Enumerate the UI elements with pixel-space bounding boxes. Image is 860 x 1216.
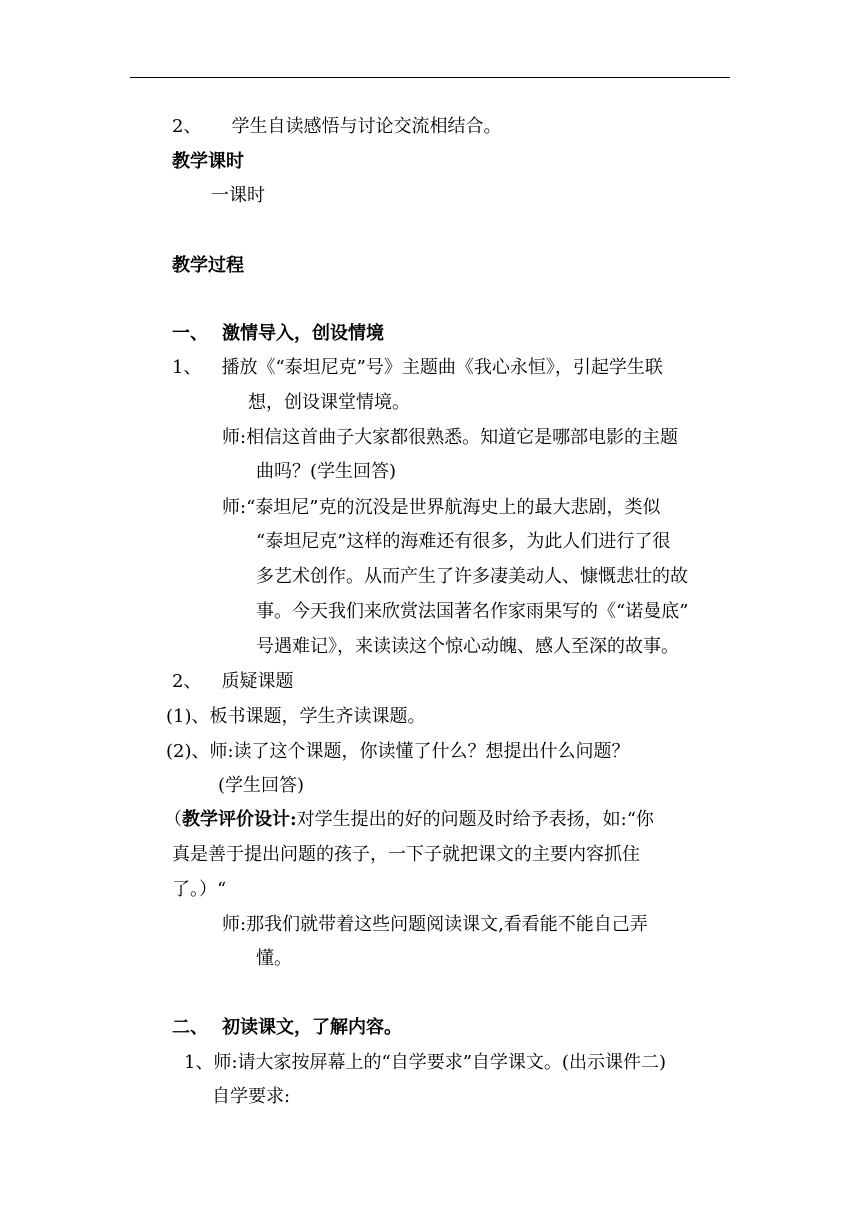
process-heading: 教学过程 [172, 255, 244, 276]
section2-step1-cont: 自学要求: [212, 1086, 291, 1107]
item-text: 学生自读感悟与讨论交流相结合。 [231, 116, 502, 137]
teacher-line-2-cont-4: 号遇难记》，来读读这个惊心动魄、感人至深的故事。 [256, 636, 679, 657]
teacher-line-2-cont-1: “泰坦尼克”这样的海难还有很多，为此人们进行了很 [256, 531, 671, 552]
step-number: 2、 [172, 671, 202, 692]
evaluation-note-cont-2: 了。）“ [172, 879, 227, 900]
teacher-line-1-cont: 曲吗？(学生回答) [256, 461, 397, 482]
evaluation-note [164, 808, 654, 832]
intro-item-2 [172, 115, 501, 139]
section1-heading [172, 322, 384, 346]
lesson-time-value: 一课时 [211, 185, 265, 206]
section-number: 二、 [172, 1017, 208, 1038]
step-text: 质疑课题 [221, 671, 294, 692]
section1-step2 [172, 670, 293, 694]
substep-1: (1)、板书课题，学生齐读课题。 [166, 706, 426, 727]
section-title: 激情导入，创设情境 [222, 323, 384, 344]
substep-2-answer: (学生回答) [218, 775, 305, 796]
teacher-line-3-cont: 懂。 [256, 948, 292, 969]
section2-heading [172, 1016, 402, 1040]
lesson-time-heading: 教学课时 [172, 151, 244, 172]
step-number: 1、 [172, 357, 202, 378]
teacher-line-2-cont-2: 多艺术创作。从而产生了许多凄美动人、慷慨悲壮的故 [256, 566, 688, 587]
section2-step1: 1、师:请大家按屏幕上的“自学要求”自学课文。(出示课件二) [184, 1052, 666, 1073]
evaluation-note-cont-1: 真是善于提出问题的孩子，一下子就把课文的主要内容抓住 [172, 844, 640, 865]
item-number: 2、 [172, 116, 202, 137]
teacher-line-2-cont-3: 事。今天我们来欣赏法国著名作家雨果写的《“诺曼底” [256, 601, 689, 622]
teacher-line-1: 师:相信这首曲子大家都很熟悉。知道它是哪部电影的主题 [222, 427, 679, 448]
section1-step1 [172, 356, 663, 380]
section-title: 初读课文，了解内容。 [222, 1017, 402, 1038]
header-rule [130, 77, 730, 78]
substep-2: (2)、师:读了这个课题，你读懂了什么？想提出什么问题？ [166, 741, 630, 762]
teacher-line-2: 师:“泰坦尼”克的沉没是世界航海史上的最大悲剧，类似 [222, 497, 661, 518]
section1-step1-cont: 想，创设课堂情境。 [248, 392, 410, 413]
section-number: 一、 [172, 323, 208, 344]
evaluation-text: 对学生提出的好的问题及时给予表扬，如:“你 [296, 809, 654, 830]
evaluation-label: 教学评价设计: [182, 809, 297, 830]
evaluation-open-paren: （ [164, 809, 182, 830]
teacher-line-3: 师:那我们就带着这些问题阅读课文,看看能不能自己弄 [222, 914, 648, 935]
step-text: 播放《“泰坦尼克”号》主题曲《我心永恒》，引起学生联 [221, 357, 663, 378]
